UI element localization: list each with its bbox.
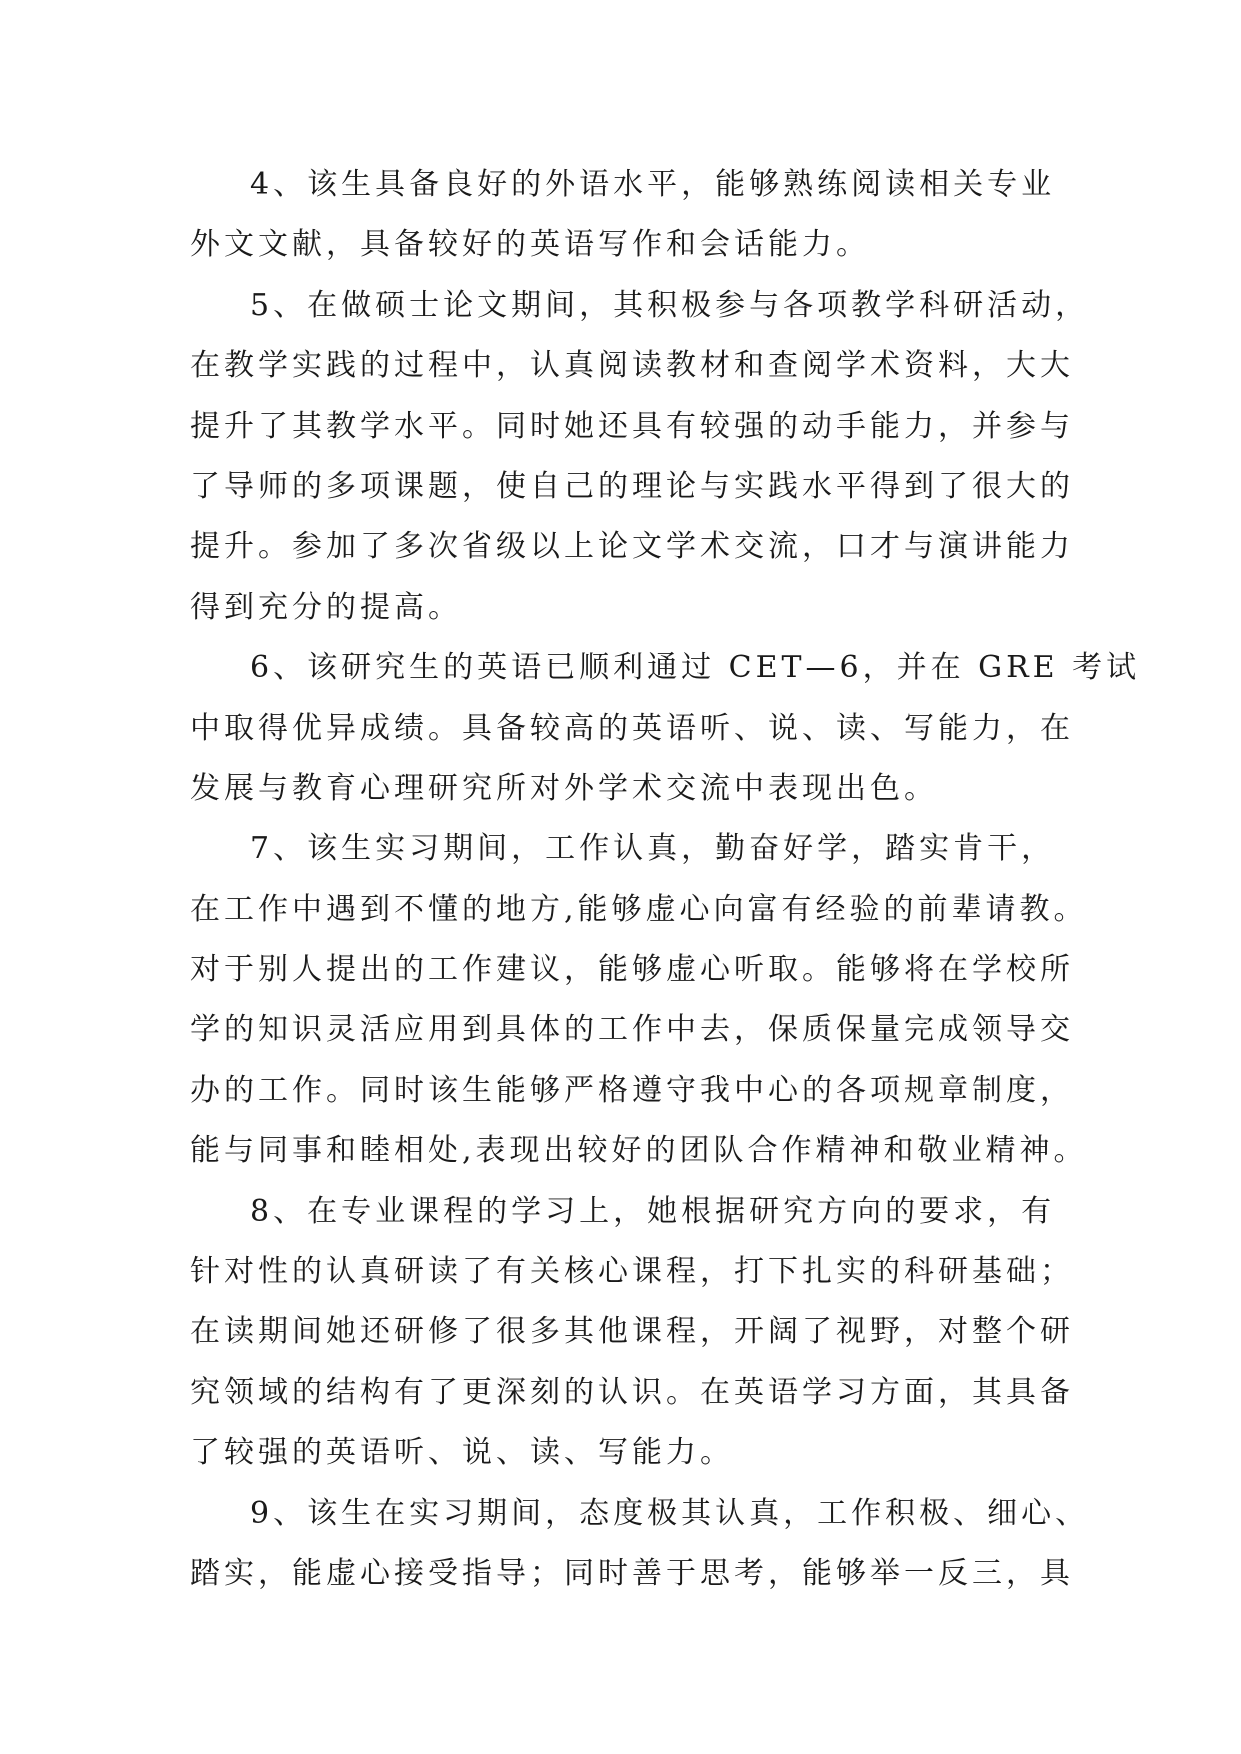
paragraph-4 (190, 155, 1070, 276)
text-line: 8、在专业课程的学习上，她根据研究方向的要求，有 (250, 1193, 1056, 1229)
text-line: 得到充分的提高。 (190, 589, 462, 625)
text-line: 发展与教育心理研究所对外学术交流中表现出色。 (190, 770, 938, 806)
paragraph-9 (190, 1484, 1090, 1605)
text-line: 7、该生实习期间，工作认真，勤奋好学，踏实肯干， (250, 831, 1056, 867)
text-line: 能与同事和睦相处,表现出较好的团队合作精神和敬业精神。 (190, 1133, 1088, 1169)
text-line: 学的知识灵活应用到具体的工作中去，保质保量完成领导交 (190, 1012, 1074, 1048)
text-line: 究领域的结构有了更深刻的认识。在英语学习方面，其具备 (190, 1374, 1074, 1410)
text-line: 踏实，能虚心接受指导；同时善于思考，能够举一反三，具 (190, 1555, 1074, 1591)
text-line: 了导师的多项课题，使自己的理论与实践水平得到了很大的 (190, 468, 1074, 504)
text-line: 9、该生在实习期间，态度极其认真，工作积极、细心、 (250, 1495, 1090, 1531)
paragraph-7 (190, 819, 1088, 1181)
text-line: 外文文献，具备较好的英语写作和会话能力。 (190, 227, 870, 263)
text-line: 对于别人提出的工作建议，能够虚心听取。能够将在学校所 (190, 952, 1074, 988)
text-line: 在工作中遇到不懂的地方,能够虚心向富有经验的前辈请教。 (190, 891, 1088, 927)
text-line: 在教学实践的过程中，认真阅读教材和查阅学术资料，大大 (190, 348, 1074, 384)
text-line: 了较强的英语听、说、读、写能力。 (190, 1435, 734, 1471)
paragraph-6 (190, 638, 1141, 819)
document-page (190, 155, 1141, 1604)
text-line: 4、该生具备良好的外语水平，能够熟练阅读相关专业 (250, 167, 1056, 202)
text-line: 6、该研究生的英语已顺利通过 CET—6，并在 GRE 考试 (250, 650, 1141, 686)
text-line: 在读期间她还研修了很多其他课程，开阔了视野，对整个研 (190, 1314, 1074, 1350)
text-line: 针对性的认真研读了有关核心课程，打下扎实的科研基础； (190, 1254, 1074, 1290)
text-line: 提升。参加了多次省级以上论文学术交流，口才与演讲能力 (190, 529, 1074, 565)
text-line: 5、在做硕士论文期间，其积极参与各项教学科研活动， (250, 287, 1090, 323)
paragraph-5 (190, 276, 1090, 638)
text-line: 中取得优异成绩。具备较高的英语听、说、读、写能力，在 (190, 710, 1074, 746)
text-line: 办的工作。同时该生能够严格遵守我中心的各项规章制度， (190, 1072, 1074, 1108)
paragraph-8 (190, 1182, 1074, 1484)
text-line: 提升了其教学水平。同时她还具有较强的动手能力，并参与 (190, 408, 1074, 444)
